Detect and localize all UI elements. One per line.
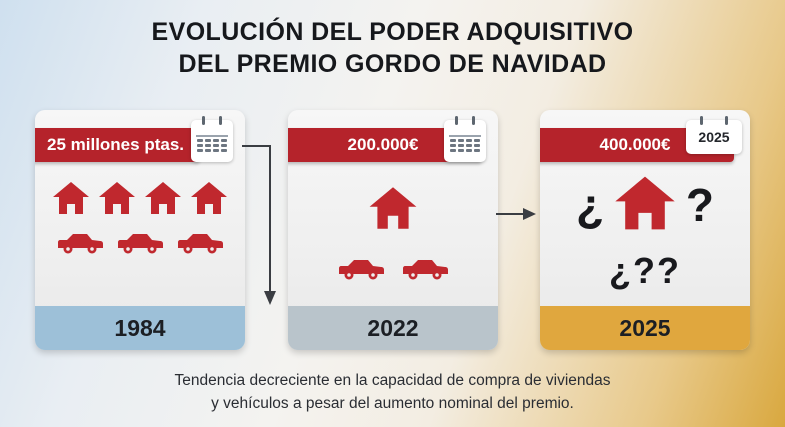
prize-label-1984: 25 millones ptas. (47, 135, 184, 154)
card-2025 (540, 110, 750, 350)
arrow-down-icon (240, 142, 282, 307)
unknown-row-top (540, 170, 750, 248)
car-icon (114, 230, 166, 256)
question-mark-open: ¿ (576, 179, 605, 231)
house-icon (97, 178, 137, 218)
unknown-row-bottom: ¿?? (609, 250, 681, 291)
house-icon (367, 182, 419, 234)
prize-label-2025: 400.000€ (599, 135, 671, 154)
house-row-1984 (35, 178, 245, 218)
question-mark-close: ? (685, 179, 714, 231)
caption-line-1: Tendencia decreciente en la capacidad de compra de viviendas (174, 372, 611, 390)
car-icon (54, 230, 106, 256)
house-icon (143, 178, 183, 218)
calendar-grid (450, 139, 480, 152)
car-icon (335, 256, 387, 282)
house-icon-wrapper (612, 170, 678, 236)
calendar-ring-right (472, 116, 475, 125)
calendar-icon (191, 120, 233, 162)
car-row-2022 (288, 256, 498, 282)
year-footer-2025: 2025 (540, 306, 750, 350)
title-line-2: DEL PREMIO GORDO DE NAVIDAD (178, 50, 607, 78)
calendar-ring-right (219, 116, 222, 125)
car-row-1984 (35, 230, 245, 256)
card-2022 (288, 110, 498, 350)
house-icon (51, 178, 91, 218)
house-row-2022 (288, 182, 498, 234)
calendar-grid (197, 139, 227, 152)
caption (0, 370, 785, 415)
house-icon (612, 170, 678, 236)
card-1984 (35, 110, 245, 350)
calendar-header (449, 126, 481, 137)
calendar-ring-left (700, 116, 703, 125)
calendar-icon (444, 120, 486, 162)
prize-label-2022: 200.000€ (347, 135, 419, 154)
prize-banner-1984 (35, 128, 200, 162)
caption-line-2: y vehículos a pesar del aumento nominal del premio. (211, 394, 574, 412)
calendar-header (196, 126, 228, 137)
cards-container (0, 110, 785, 360)
icons-area-1984 (35, 172, 245, 306)
unknown-block-2025 (540, 170, 750, 292)
year-footer-2022: 2022 (288, 306, 498, 350)
calendar-year-label: 2025 (698, 129, 730, 145)
title-line-1: EVOLUCIÓN DEL PODER ADQUISITIVO (151, 18, 634, 46)
calendar-year-icon (686, 120, 742, 154)
car-icon (174, 230, 226, 256)
arrow-right-icon (494, 202, 538, 226)
car-icon (399, 256, 451, 282)
page-title (0, 16, 785, 80)
year-footer-1984: 1984 (35, 306, 245, 350)
house-icon (189, 178, 229, 218)
calendar-ring-left (202, 116, 205, 125)
icons-area-2022 (288, 172, 498, 306)
calendar-ring-left (455, 116, 458, 125)
calendar-ring-right (725, 116, 728, 125)
